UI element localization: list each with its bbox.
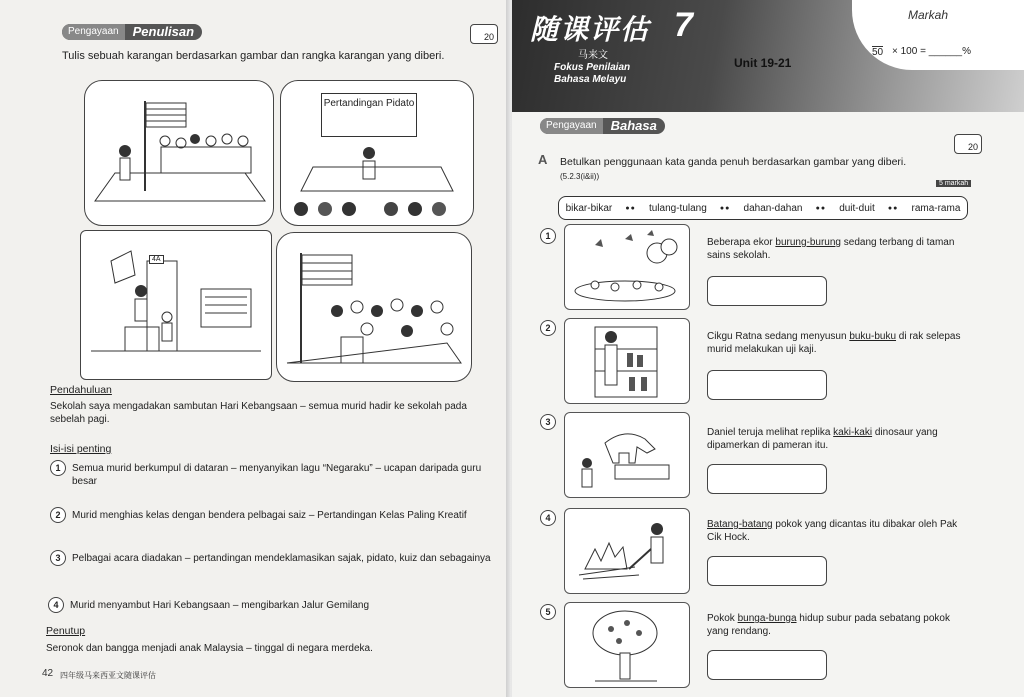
word-bank xyxy=(558,196,968,220)
point-text: Semua murid berkumpul di dataran – menyanyikan lagu “Negaraku” – ucapan daripada guru besar xyxy=(72,463,482,487)
section-letter: A xyxy=(538,152,548,167)
intro-heading: Pendahuluan xyxy=(50,384,112,396)
bookshelf-illustration xyxy=(565,319,689,403)
standard-code: (5.2.3(i&ii)) xyxy=(560,172,600,181)
left-page xyxy=(0,0,510,697)
question-text: Batang-batang pokok yang dicantas itu dibakar oleh Pak Cik Hock. xyxy=(707,519,958,543)
closing-text: Seronok dan bangga menjadi anak Malaysia – tinggal di negara merdeka. xyxy=(46,643,373,654)
flags-illustration xyxy=(277,233,471,381)
question-text: Daniel teruja melihat replika kaki-kaki dinosaur yang dipamerkan di pameran itu. xyxy=(707,427,938,451)
instruction: Tulis sebuah karangan berdasarkan gambar dan rangka karangan yang diberi. xyxy=(62,50,445,62)
page-number: 42 xyxy=(42,668,54,679)
target-word: Batang-batang xyxy=(707,519,773,530)
section-tag-penulisan: Pengayaan Penulisan xyxy=(62,24,202,40)
point-number: 1 xyxy=(50,460,66,476)
garden-illustration xyxy=(565,225,689,309)
series-number: 7 xyxy=(674,6,693,44)
point-number: 3 xyxy=(50,550,66,566)
tree-illustration xyxy=(565,603,689,687)
intro-text: Sekolah saya mengadakan sambutan Hari Kebangsaan – semua murid hadir ke sekolah pada sebelah pagi. xyxy=(50,401,467,425)
question-text: Beberapa ekor burung-burung sedang terbang di taman sains sekolah. xyxy=(707,237,955,261)
question-text: Pokok bunga-bunga hidup subur pada sebatang pokok yang rendang. xyxy=(707,613,950,637)
dots-separator: ●● xyxy=(719,204,731,212)
point-text: Murid menghias kelas dengan bendera pelbagai saiz – Pertandingan Kelas Paling Kreatif xyxy=(72,510,467,521)
word-bank-item: dahan-dahan xyxy=(743,202,803,214)
class-sign: 4A xyxy=(149,255,164,264)
score-box: 20 xyxy=(954,134,982,154)
point-text: Pelbagai acara diadakan – pertandingan mendeklamasikan sajak, pidato, kuiz dan sebagainya xyxy=(72,553,491,564)
dinosaur-illustration xyxy=(565,413,689,497)
closing-heading: Penutup xyxy=(46,625,86,637)
series-title: 随课评估 xyxy=(530,14,651,45)
right-page xyxy=(512,0,1024,697)
dots-separator: ●● xyxy=(887,204,899,212)
subtitle: Fokus Penilaian Bahasa Melayu xyxy=(554,62,631,85)
question-image-tree xyxy=(564,602,690,688)
contest-banner: Pertandingan Pidato xyxy=(321,93,417,137)
instruction: Betulkan penggunaan kata ganda penuh berdasarkan gambar yang diberi. xyxy=(560,156,907,168)
answer-box[interactable] xyxy=(707,464,827,494)
point-text: Murid menyambut Hari Kebangsaan – mengibarkan Jalur Gemilang xyxy=(70,600,370,611)
markah-total: 50 xyxy=(872,47,884,58)
dots-separator: ●● xyxy=(625,204,636,212)
score-box: 20 xyxy=(470,24,498,44)
dots-separator: ●● xyxy=(815,204,827,212)
speech-illustration xyxy=(281,81,473,225)
target-word: burung-burung xyxy=(775,237,841,248)
answer-box[interactable] xyxy=(707,276,827,306)
question-image-bookshelf xyxy=(564,318,690,404)
answer-box[interactable] xyxy=(707,370,827,400)
question-number: 4 xyxy=(540,510,556,526)
answer-box[interactable] xyxy=(707,556,827,586)
question-number: 2 xyxy=(540,320,556,336)
marks-badge: 5 markah xyxy=(936,180,971,187)
markah-label: Markah xyxy=(908,8,949,22)
answer-box[interactable] xyxy=(707,650,827,680)
word-bank-item: bikar-bikar xyxy=(565,202,613,214)
point-number: 4 xyxy=(48,597,64,613)
question-number: 3 xyxy=(540,414,556,430)
assembly-illustration xyxy=(85,81,273,225)
word-bank-item: tulang-tulang xyxy=(648,202,707,214)
word-bank-item: rama-rama xyxy=(911,202,961,214)
question-image-dinosaur xyxy=(564,412,690,498)
classroom-illustration xyxy=(81,231,271,379)
question-number: 5 xyxy=(540,604,556,620)
picture-panel-classroom xyxy=(80,230,272,380)
picture-panel-speech xyxy=(280,80,474,226)
section-tag-bahasa: Pengayaan Bahasa xyxy=(540,118,665,134)
point-number: 2 xyxy=(50,507,66,523)
subject-cn: 马来文 xyxy=(578,50,608,61)
markah-formula: × 100 = ______% xyxy=(892,46,971,57)
picture-panel-assembly xyxy=(84,80,274,226)
question-text: Cikgu Ratna sedang menyusun buku-buku di rak selepas murid melakukan uji kaji. xyxy=(707,331,961,355)
picture-panel-flags xyxy=(276,232,472,382)
target-word: kaki-kaki xyxy=(833,427,873,438)
word-bank-item: duit-duit xyxy=(839,202,875,214)
question-image-bonfire xyxy=(564,508,690,594)
target-word: bunga-bunga xyxy=(737,613,797,624)
target-word: buku-buku xyxy=(849,331,897,342)
unit-label: Unit 19-21 xyxy=(734,56,792,70)
bonfire-illustration xyxy=(565,509,689,593)
question-number: 1 xyxy=(540,228,556,244)
question-image-butterflies xyxy=(564,224,690,310)
points-heading: Isi-isi penting xyxy=(50,443,112,455)
page-footer: 四年级马来西亚文随课评估 xyxy=(60,671,156,680)
